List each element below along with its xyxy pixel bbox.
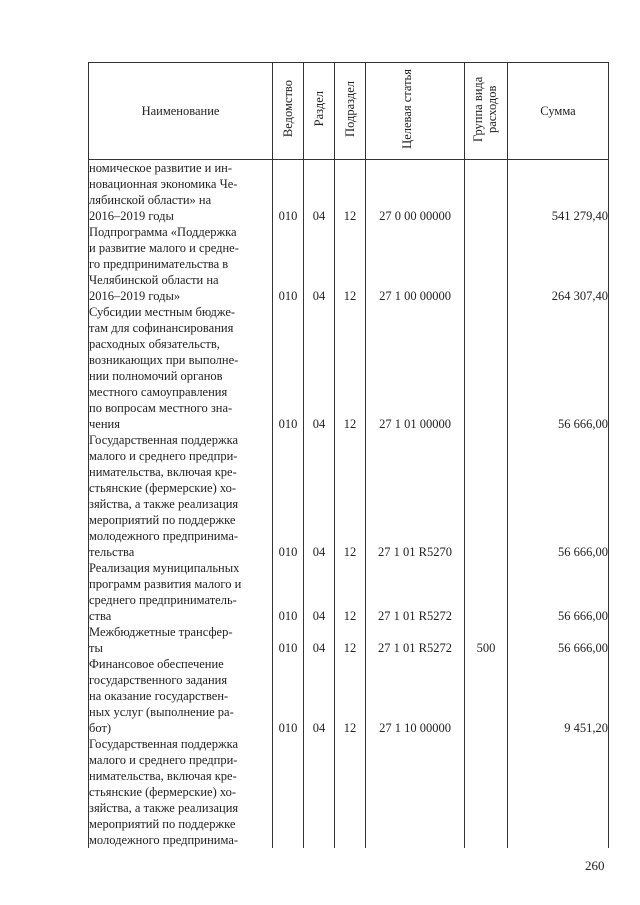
row-name	[89, 656, 273, 736]
row-name-line: и развитие малого и средне-	[89, 241, 239, 255]
row-name-line: возникающих при выполне-	[89, 353, 239, 367]
row-expense-group: 500	[465, 624, 508, 656]
header-statya	[366, 63, 465, 160]
row-expense-group	[465, 656, 508, 736]
row-razdel: 04	[304, 160, 335, 225]
row-target-article: 27 1 01 00000	[366, 304, 465, 432]
row-name-line: тельства	[89, 545, 135, 559]
header-podrazdel	[335, 63, 366, 160]
row-name-line: 2016–2019 годы	[89, 209, 174, 223]
row-razdel: 04	[304, 304, 335, 432]
row-expense-group	[465, 432, 508, 560]
row-target-article: 27 1 01 R5270	[366, 432, 465, 560]
row-name	[89, 432, 273, 560]
row-name-line: Межбюджетные трансфер-	[89, 625, 233, 639]
row-name-line: стьянские (фермерские) хо-	[89, 481, 237, 495]
row-razdel: 04	[304, 560, 335, 624]
row-target-article: 27 1 10 00000	[366, 656, 465, 736]
row-name-line: государственного задания	[89, 673, 228, 687]
row-razdel: 04	[304, 224, 335, 304]
table-row	[89, 736, 609, 848]
row-name-line: мероприятий по поддержке	[89, 513, 236, 527]
row-target-article: 27 1 01 R5272	[366, 560, 465, 624]
row-name-line: ных услуг (выполнение ра-	[89, 705, 234, 719]
row-vedomstvo: 010	[273, 224, 304, 304]
table-row	[89, 432, 609, 560]
row-name-line: Реализация муниципальных	[89, 561, 240, 575]
row-vedomstvo: 010	[273, 160, 304, 225]
row-name-line: Государственная поддержка	[89, 433, 239, 447]
row-name	[89, 736, 273, 848]
table-row	[89, 160, 609, 225]
row-podrazdel: 12	[335, 432, 366, 560]
row-vedomstvo: 010	[273, 624, 304, 656]
header-name	[89, 63, 273, 160]
row-name-line: Финансовое обеспечение	[89, 657, 224, 671]
header-vedomstvo-label: Ведомство	[281, 80, 295, 138]
row-podrazdel: 12	[335, 656, 366, 736]
row-name	[89, 560, 273, 624]
row-name-line: зяйства, а также реализация	[89, 801, 239, 815]
row-name-line: по вопросам местного зна-	[89, 401, 233, 415]
table-row	[89, 224, 609, 304]
row-amount: 56 666,00	[508, 624, 609, 656]
row-name-line: местного самоуправления	[89, 385, 228, 399]
row-razdel: 04	[304, 656, 335, 736]
row-razdel	[304, 736, 335, 848]
row-name-line: ства	[89, 609, 112, 623]
row-name-line: Челябинской области на	[89, 273, 219, 287]
row-name-line: стьянские (фермерские) хо-	[89, 785, 237, 799]
row-name-line: нимательства, включая кре-	[89, 465, 237, 479]
row-name-line: малого и среднего предпри-	[89, 753, 238, 767]
row-name-line: нии полномочий органов	[89, 369, 223, 383]
row-amount	[508, 736, 609, 848]
row-podrazdel: 12	[335, 160, 366, 225]
row-name	[89, 224, 273, 304]
row-name-line: на оказание государствен-	[89, 689, 229, 703]
row-name-line: программ развития малого и	[89, 577, 242, 591]
row-podrazdel	[335, 736, 366, 848]
row-amount: 9 451,20	[508, 656, 609, 736]
row-name	[89, 624, 273, 656]
row-name-line: нимательства, включая кре-	[89, 769, 237, 783]
row-name-line: там для софинансирования	[89, 321, 234, 335]
row-podrazdel: 12	[335, 560, 366, 624]
row-name-line: среднего предприниматель-	[89, 593, 237, 607]
row-name-line: лябинской области» на	[89, 193, 212, 207]
row-expense-group	[465, 224, 508, 304]
row-expense-group	[465, 560, 508, 624]
header-name-label: Наименование	[141, 104, 220, 118]
row-vedomstvo: 010	[273, 560, 304, 624]
row-podrazdel: 12	[335, 624, 366, 656]
row-name	[89, 160, 273, 225]
row-name-line: расходных обязательств,	[89, 337, 220, 351]
row-razdel: 04	[304, 432, 335, 560]
table-row	[89, 560, 609, 624]
table-row	[89, 656, 609, 736]
row-name-line: молодежного предпринима-	[89, 833, 239, 847]
row-name-line: чения	[89, 417, 120, 431]
header-gruppa-label: Группа вида расходов	[471, 76, 499, 142]
row-razdel: 04	[304, 624, 335, 656]
table-row	[89, 304, 609, 432]
row-target-article: 27 1 00 00000	[366, 224, 465, 304]
row-name-line: 2016–2019 годы»	[89, 289, 181, 303]
row-amount: 56 666,00	[508, 560, 609, 624]
row-expense-group	[465, 304, 508, 432]
row-name-line: малого и среднего предпри-	[89, 449, 238, 463]
header-podrazdel-label: Подраздел	[343, 81, 357, 137]
row-vedomstvo: 010	[273, 432, 304, 560]
header-razdel	[304, 63, 335, 160]
page-number: 260	[585, 858, 605, 873]
row-target-article: 27 1 01 R5272	[366, 624, 465, 656]
row-expense-group	[465, 736, 508, 848]
row-name-line: мероприятий по поддержке	[89, 817, 236, 831]
header-gruppa	[465, 63, 508, 160]
header-summa	[508, 63, 609, 160]
row-name-line: Подпрограмма «Поддержка	[89, 225, 237, 239]
table-header-row	[89, 63, 609, 160]
header-statya-label: Целевая статья	[400, 69, 414, 149]
row-name-line: ты	[89, 641, 103, 655]
row-vedomstvo: 010	[273, 304, 304, 432]
row-amount: 56 666,00	[508, 432, 609, 560]
row-name-line: молодежного предпринима-	[89, 529, 239, 543]
budget-table	[88, 62, 609, 848]
row-amount: 264 307,40	[508, 224, 609, 304]
table-row	[89, 624, 609, 656]
row-name-line: бот)	[89, 721, 112, 735]
row-expense-group	[465, 160, 508, 225]
row-name-line: номическое развитие и ин-	[89, 161, 233, 175]
row-name-line: новационная экономика Че-	[89, 177, 238, 191]
row-name-line: зяйства, а также реализация	[89, 497, 239, 511]
table-body	[89, 160, 609, 849]
row-target-article	[366, 736, 465, 848]
row-name	[89, 304, 273, 432]
row-target-article: 27 0 00 00000	[366, 160, 465, 225]
header-razdel-label: Раздел	[312, 91, 326, 127]
row-name-line: го предпринимательства в	[89, 257, 229, 271]
row-name-line: Государственная поддержка	[89, 737, 239, 751]
row-amount: 56 666,00	[508, 304, 609, 432]
header-summa-label: Сумма	[540, 104, 576, 118]
row-vedomstvo	[273, 736, 304, 848]
row-podrazdel: 12	[335, 304, 366, 432]
header-vedomstvo	[273, 63, 304, 160]
row-vedomstvo: 010	[273, 656, 304, 736]
row-podrazdel: 12	[335, 224, 366, 304]
row-amount: 541 279,40	[508, 160, 609, 225]
row-name-line: Субсидии местным бюдже-	[89, 305, 236, 319]
